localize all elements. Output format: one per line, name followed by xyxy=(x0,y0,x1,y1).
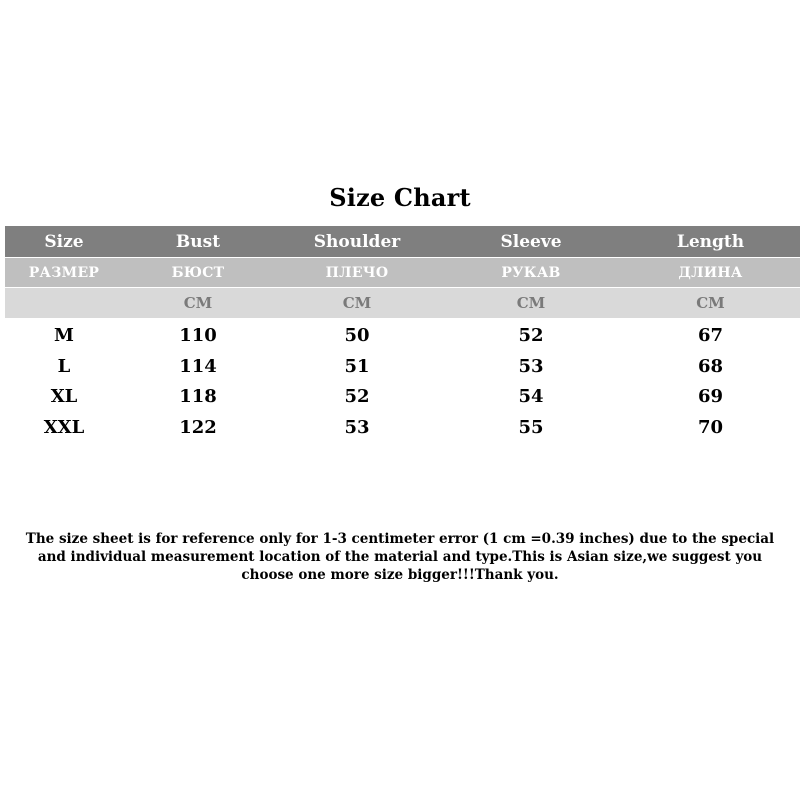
cell-length: 70 xyxy=(697,416,724,438)
header-length: Length xyxy=(676,231,745,252)
table-row xyxy=(5,412,800,442)
cell-sleeve: 52 xyxy=(518,324,544,346)
cell-bust: 122 xyxy=(179,416,217,438)
cell-size: XXL xyxy=(43,416,85,438)
cell-size: M xyxy=(54,324,74,346)
cell-shoulder: 52 xyxy=(344,385,370,407)
cell-sleeve: 53 xyxy=(518,355,544,377)
table-row xyxy=(5,320,800,350)
cell-length: 69 xyxy=(697,385,724,407)
header-sleeve: Sleeve xyxy=(500,231,562,252)
chart-title: Size Chart xyxy=(329,183,471,212)
cell-shoulder: 51 xyxy=(344,355,370,377)
unit-shoulder: CM xyxy=(342,294,372,312)
cell-bust: 110 xyxy=(179,324,217,346)
header-row xyxy=(5,226,800,257)
header-ru-bust: БЮСТ xyxy=(171,264,225,281)
cell-bust: 118 xyxy=(179,385,217,407)
cell-sleeve: 54 xyxy=(518,385,544,407)
size-note: The size sheet is for reference only for 1-3 centimeter error (1 cm =0.39 inches) due to the special and individual measurement location of the material and type.This is Asian size,we suggest you choose one more size bigger!!!Thank you. xyxy=(25,531,775,583)
header-ru-size: РАЗМЕР xyxy=(28,264,100,281)
unit-length: CM xyxy=(696,294,725,312)
cell-bust: 114 xyxy=(179,355,217,377)
header-bust: Bust xyxy=(175,231,221,252)
header-shoulder: Shoulder xyxy=(313,231,401,252)
header-ru-sleeve: РУКАВ xyxy=(501,264,561,281)
header-ru-shoulder: ПЛЕЧО xyxy=(325,264,389,281)
cell-shoulder: 53 xyxy=(344,416,370,438)
cell-sleeve: 55 xyxy=(518,416,544,438)
cell-size: L xyxy=(57,355,71,377)
cell-shoulder: 50 xyxy=(344,324,370,346)
unit-row xyxy=(5,288,800,318)
header-ru-length: ДЛИНА xyxy=(678,264,743,281)
cell-length: 68 xyxy=(697,355,724,377)
unit-sleeve: CM xyxy=(516,294,546,312)
cell-length: 67 xyxy=(697,324,724,346)
table-row xyxy=(5,351,800,381)
header-ru-row xyxy=(5,258,800,287)
unit-bust: CM xyxy=(183,294,213,312)
table-row xyxy=(5,381,800,411)
header-size: Size xyxy=(44,231,84,252)
cell-size: XL xyxy=(50,385,78,407)
